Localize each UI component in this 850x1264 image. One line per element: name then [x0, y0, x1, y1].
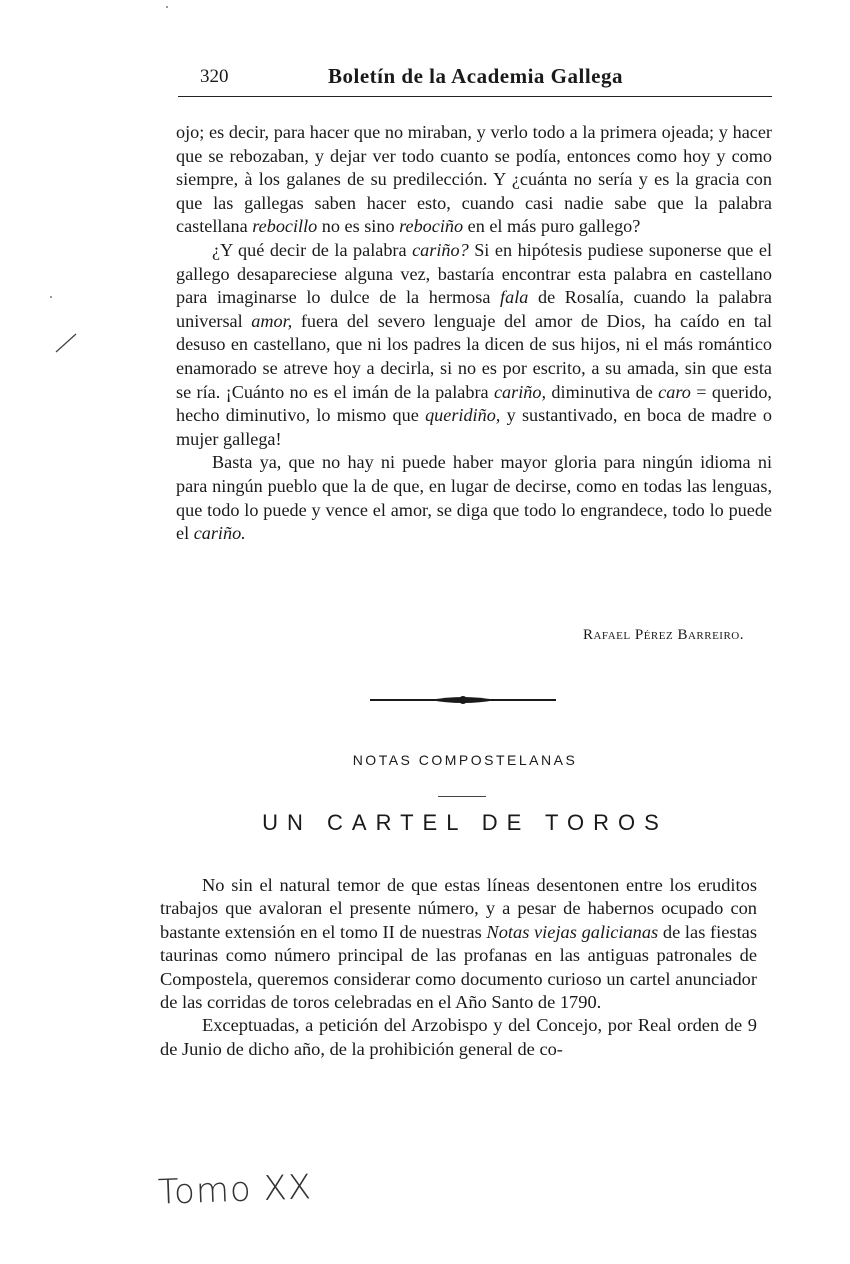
text-run: fuera del severo lenguaje del amor de Dios, ha caído en tal desuso en castellano, que ni los padres la dicen de sus hijos, ni el más romántico enamorado se atreve hoy a decirla, si no es por escrito, a su amada, sin que esta se ría. ¡Cuánto no es el imán de la palabra	[176, 310, 772, 402]
article2-body	[160, 874, 757, 1061]
italic-text: amor,	[251, 310, 293, 331]
italic-text: rebocillo	[252, 216, 318, 237]
margin-pencil-mark	[54, 330, 78, 354]
short-rule	[438, 796, 486, 797]
paragraph	[176, 121, 772, 239]
text-run: Si en hipótesis pudiese suponerse que el gallego desapareciese alguna vez, bastaría encontrar esta palabra en castellano para imaginarse lo dulce de la hermosa	[176, 239, 772, 308]
text-run: de las fiestas taurinas como número principal de las profanas en las antiguas patronales de Compostela, queremos considerar como documento curioso un cartel anunciador de las corridas de toros celebradas en el Año Santo de 1790.	[160, 921, 758, 1013]
handwritten-note: Tomo XX	[157, 1167, 313, 1213]
italic-text: cariño,	[493, 381, 547, 402]
text-run: de Rosalía, cuando la palabra universal	[176, 287, 772, 331]
article-title: UN CARTEL DE TOROS	[262, 810, 668, 835]
italic-text: caro	[658, 381, 691, 402]
italic-text: fala	[500, 287, 529, 308]
paragraph	[160, 1014, 757, 1061]
text-run: ¿Y qué decir de la palabra	[212, 239, 413, 260]
text-run: Basta ya, que no hay ni puede haber mayor gloria para ningún idioma ni para ningún pueblo que la de que, en lugar de decirse, como en todas las lenguas, que todo lo puede y vence el amor, se diga que todo lo engrandece, todo lo puede el	[176, 452, 772, 544]
text-run: No sin el natural temor de que estas líneas desentonen entre los eruditos trabajos que avaloran el presente número, y a pesar de habernos ocupado con bastante extensión en el tomo II de nuestras	[160, 875, 757, 942]
italic-text: rebociño	[399, 216, 464, 237]
italic-text: cariño?	[412, 239, 469, 260]
paragraph	[176, 451, 772, 545]
text-run: en el más puro gallego?	[463, 216, 641, 237]
text-run: = querido, hecho diminutivo, lo mismo que	[176, 381, 772, 426]
margin-speck	[50, 296, 52, 298]
section-label: NOTAS COMPOSTELANAS	[352, 752, 578, 768]
author-signature: Rafael Pérez Barreiro.	[582, 627, 744, 643]
section-divider-ornament	[370, 690, 556, 710]
text-run: Exceptuadas, a petición del Arzobispo y del Concejo, por Real orden de 9 de Junio de dicho año, de la prohibición general de co-	[160, 1015, 757, 1059]
text-run: no es sino	[317, 216, 400, 237]
page-number: 320	[200, 66, 229, 87]
page-header	[178, 62, 772, 97]
italic-text: cariño.	[193, 523, 246, 544]
paragraph	[160, 874, 757, 1014]
text-run: diminutiva de	[546, 381, 659, 402]
italic-text: Notas viejas galicianas	[486, 921, 659, 942]
italic-text: queridiño,	[425, 405, 501, 426]
running-title: Boletín de la Academia Gallega	[328, 64, 623, 88]
text-run: ojo; es decir, para hacer que no miraban, y verlo todo a la primera ojeada; y hacer que se rebozaban, y dejar ver todo cuanto se podía, entonces como hoy y como siempre, à los galanes de su predilección. Y ¿cuánta no sería y es la gracia con que las gallegas saben hacer esto, cuando casi nadie sabe que la palabra castellana	[176, 122, 772, 237]
margin-speck	[166, 6, 168, 8]
text-run: y sustantivado, en boca de madre o mujer gallega!	[176, 405, 772, 449]
paragraph	[176, 239, 772, 451]
article1-body	[176, 121, 772, 546]
